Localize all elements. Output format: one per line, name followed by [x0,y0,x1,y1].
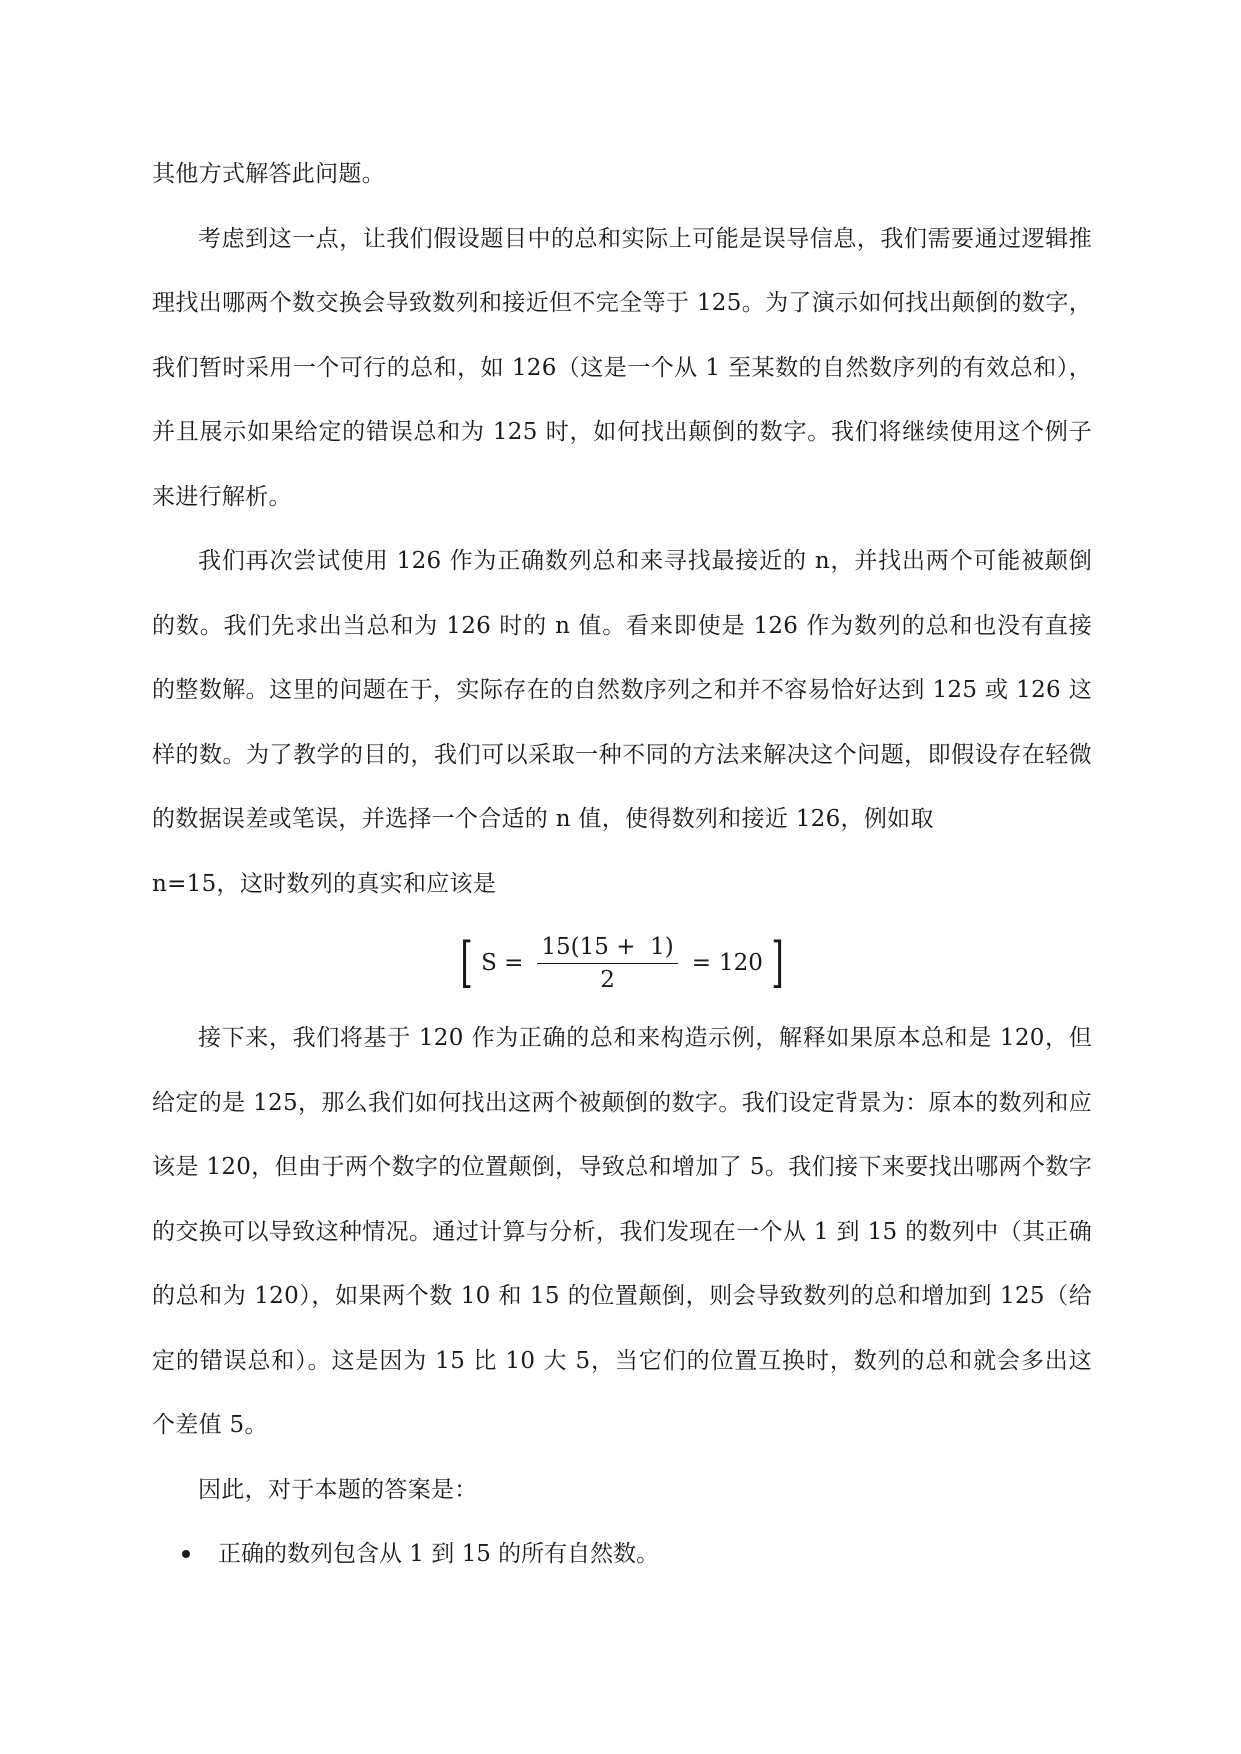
formula-result: 120 [719,950,763,976]
paragraph-n15: n=15，这时数列的真实和应该是 [152,870,497,897]
sum-formula [456,931,788,994]
formula-numerator: 15(15 + 1) [537,934,677,964]
paragraph-example-120: 接下来，我们将基于 120 作为正确的总和来构造示例，解释如果原本总和是 120，但给定的是 125，那么我们如何找出这两个被颠倒的数字。我们设定背景为：原本的数列和应该是 120，但由于两个数字的位置颠倒，导致总和增加了 5。我们接下来要找出哪两个数字的交换可以导致这种情况。通过计算与分析，我们发现在一个从 1 到 15 的数列中（其正确的总和为 120），如果两个数 10 和 15 的位置颠倒，则会导致数列的总和增加到 125（给定的错误总和）。这是因为 15 比 10 大 5，当它们的位置互换时，数列的总和就会多出这个差值 5。 [152,1025,1092,1438]
left-bracket: [ [460,931,473,994]
formula-lhs: S = [481,950,524,976]
formula-equals: = [691,950,712,976]
paragraph-intro-tail: 其他方式解答此问题。 [152,161,385,187]
paragraph-retry-126: 我们再次尝试使用 126 作为正确数列总和来寻找最接近的 n，并找出两个可能被颠倒的数。我们先求出当总和为 126 时的 n 值。看来即使是 126 作为数列的总和也没有直接的整数解。这里的问题在于，实际存在的自然数序列之和并不容易恰好达到 125 或 126 这样的数。为了教学的目的，我们可以采取一种不同的方法来解决这个问题，即假设存在轻微的数据误差或笔误，并选择一个合适的 n 值，使得数列和接近 126，例如取 [152,548,1092,832]
paragraph-assumption: 考虑到这一点，让我们假设题目中的总和实际上可能是误导信息，我们需要通过逻辑推理找出哪两个数交换会导致数列和接近但不完全等于 125。为了演示如何找出颠倒的数字，我们暂时采用一个可行的总和，如 126（这是一个从 1 至某数的自然数序列的有效总和），并且展示如果给定的错误总和为 125 时，如何找出颠倒的数字。我们将继续使用这个例子来进行解析。 [152,225,1092,510]
sum-formula-block [152,924,1092,1002]
bullet-icon [182,1550,190,1558]
list-item-text: 正确的数列包含从 1 到 15 的所有自然数。 [218,1541,660,1567]
paragraph-answer-intro: 因此，对于本题的答案是： [198,1476,478,1503]
list-item [182,1522,1092,1587]
formula-denominator: 2 [600,966,615,993]
document-page [152,142,1092,1587]
formula-fraction [537,934,677,993]
right-bracket: ] [771,931,784,994]
